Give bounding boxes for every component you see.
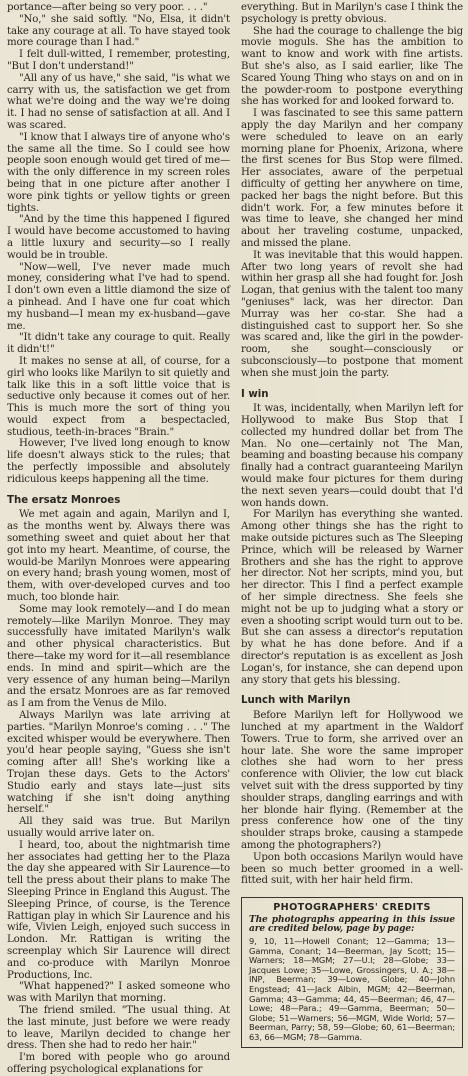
credits-title: PHOTOGRAPHERS' CREDITS [273,902,431,914]
right-column [241,2,463,1048]
paragraph: She had the courage to challenge the big movie moguls. She has the ambition to want to know and work with fine artists. But she's also, as I said earlier, like The Scared Young Thing who stays on and on in the powder-room to postpone everything she has worked for and looked forward to. [241,25,463,108]
paragraph: "No," she said softly. "No, Elsa, it didn't take any courage at all. To have stayed took more courage than I had." [7,13,230,49]
paragraph: "And by the time this happened I figured I would have become accustomed to having a little luxury and security—so I really would be in trouble. [7,214,230,261]
paragraph: It makes no sense at all, of course, for a girl who looks like Marilyn to sit quietly and talk like this in a soft little voice that is seductive only because it comes out of her. This is much more the sort of thing you would expect from a bespectacled, studious, teeth-in-braces "Brain." [7,355,230,438]
paragraph: I was fascinated to see this same pattern apply the day Marilyn and her company were scheduled to leave on an early morning plane for Phoenix, Arizona, where the first scenes for Bus Stop were filmed. Her associates, aware of the perpetual difficulty of getting her anywhere on time, packed her bags the night before. But this didn't work. For, a few minutes before it was time to leave, she changed her mind about her traveling costume, unpacked, and missed the plane. [241,108,463,249]
left-bottom-text [7,509,230,1075]
section-heading: The ersatz Monroes [7,494,121,506]
paragraph: "Now—well, I've never made much money, considering what I've had to spend. I don't own even a little diamond the size of a pinhead. And I have one fur coat which my husband—I mean my ex-husband—gave me. [7,261,230,332]
right-top-text [241,2,463,380]
paragraph: "I know that I always tire of anyone who's the same all the time. So I could see how people soon enough would get tired of me—with the only difference in my screen roles being that in one picture after another I wore pink tights or yellow tights or green tights. [7,131,230,214]
paragraph: portance—after being so very poor. . . ." [7,2,208,13]
paragraph: "All any of us have," she said, "is what we carry with us, the satisfaction we get from what we're doing and the way we're doing it. I had no sense of satisfaction at all. And I was scared. [7,72,230,131]
credits-body: 9, 10, 11—Howell Conant; 12—Gamma; 13—Gamma, Conant; 14—Beerman, Jay Scott; 15—Warners; 18—MGM; 27—U.I; 28—Globe; 33—Jacques Lowe; 35—Lowe, Grossingers, U. A.; 38—INP, Beerman; 39—Lowe, Globe; 40—John Engstead; 41—Jack Albin, MGM; 42—Beerman, Gamma; 43—Gamma; 44, 45—Beerman; 46, 47—Lowe; 48—Para.; 49—Gamma, Beerman; 50—Globe; 51—Warners; 56—MGM, Wide World; 57—Beerman, Parry; 58, 59—Globe; 60, 61—Beerman; 63, 66—MGM; 78—Gamma. [249,935,455,1042]
paragraph: We met again and again, Marilyn and I, as the months went by. Always there was something sweet and quiet about her that got into my heart. Meantime, of course, the would-be Marilyn Monroes were appearing on every hand; brash young women, most of them, with over-developed curves and too much, too blonde hair. [7,509,230,604]
paragraph: It was inevitable that this would happen. After two long years of revolt she had within her grasp all she had fought for. Josh Logan, that genius with the talent too many "geniuses" lack, was her director. Dan Murray was her co-star. She had a distinguished cast to support her. So she was scared and, like the girl in the powder-room, she sought—consciously or subconsciously—to postpone that moment when she must join the party. [241,249,463,379]
paragraph: Before Marilyn left for Hollywood we lunched at my apartment in the Waldorf Towers. True to form, she arrived over an hour late. She wore the same improper clothes she had worn to her press conference with Olivier, the low cut black velvet suit with the dress supported by tiny shoulder straps, dangling earrings and with her blonde hair flying. (Remember at the press conference how one of the tiny shoulder straps broke, causing a stampede among the photographers?) [241,710,463,851]
paragraph: However, I've lived long enough to know life doesn't always stick to the rules; that the perfectly impossible and absolutely ridiculous keeps happening all the time. [7,438,230,485]
photographers-credits-box [241,897,463,1048]
paragraph: Upon both occasions Marilyn would have been so much better groomed in a well-fitted suit, with her hair held firm. [241,851,463,887]
paragraph: Always Marilyn was late arriving at parties. "Marilyn Monroe's coming . . ." The excited whisper would be everywhere. Then you'd hear people saying, "Guess she isn't coming after all! She's working like a Trojan these days. Gets to the Actors' Studio early and stays late—just sits watching if she isn't doing anything herself." [7,710,230,816]
paragraph: I'm bored with people who go around offering psychological explanations for [7,1052,230,1075]
paragraph: I felt dull-witted, I remember, protesting, "But I don't understand!" [7,49,230,72]
paragraph: For Marilyn has everything she wanted. Among other things she has the right to make outside pictures such as The Sleeping Prince, which will be released by Warner Brothers and she has the right to approve her director. Not her scripts, mind you, but her director. This I find a perfect example of her simple directness. She feels she might not be up to judging what a story or even a shooting script would turn out to be. But she can assess a director's reputation by what he has done before. And if a director's reputation is as excellent as Josh Logan's, for instance, she can depend upon any story that gets his blessing. [241,509,463,686]
paragraph: It was, incidentally, when Marilyn left for Hollywood to make Bus Stop that I collected my hundred dollar bet from The Man. No one—certainly not The Man, beaming and boasting because his company finally had a contract guaranteeing Marilyn would make four pictures for them during the next seven years—could doubt that I'd won hands down. [241,403,463,509]
paragraph: All they said was true. But Marilyn usually would arrive later on. [7,816,230,839]
paragraph: "It didn't take any courage to quit. Really it didn't!" [7,332,230,356]
left-column [7,2,230,1076]
paragraph: I heard, too, about the nightmarish time her associates had getting her to the Plaza the day she appeared with Sir Laurence—to tell the press about their plans to make The Sleeping Prince in England this August. The Sleeping Prince, of course, is the Terence Rattigan play in which Sir Laurence and his wife, Vivien Leigh, enjoyed such success in London. Mr. Rattigan is writing the screenplay which Sir Laurence will direct and co-produce with Marilyn Monroe Productions, Inc. [7,839,230,981]
paragraph: Some may look remotely—and I do mean remotely—like Marilyn Monroe. They may successfully have imitated Marilyn's walk and other physical characteristics. But there—take my word for it—all resemblance ends. In mind and spirit—which are the very essence of any human being—Marilyn and the ersatz Monroes are as far removed as I am from the Venus de Milo. [7,603,230,710]
section-heading: I win [241,388,269,400]
paragraph: The friend smiled. "The usual thing. At the last minute, just before we were ready to leave, Marilyn decided to change her dress. Then she had to redo her hair." [7,1004,230,1052]
credits-intro: The photographs appearing in this issue are credited below, page by page: [249,914,455,935]
right-bottom-text [241,710,463,887]
paragraph: "What happened?" I asked someone who was with Marilyn that morning. [7,981,230,1005]
right-middle-text [241,403,463,686]
paragraph: everything. But in Marilyn's case I think the psychology is pretty obvious. [241,2,463,25]
left-top-text [7,2,230,486]
section-heading: Lunch with Marilyn [241,695,351,707]
